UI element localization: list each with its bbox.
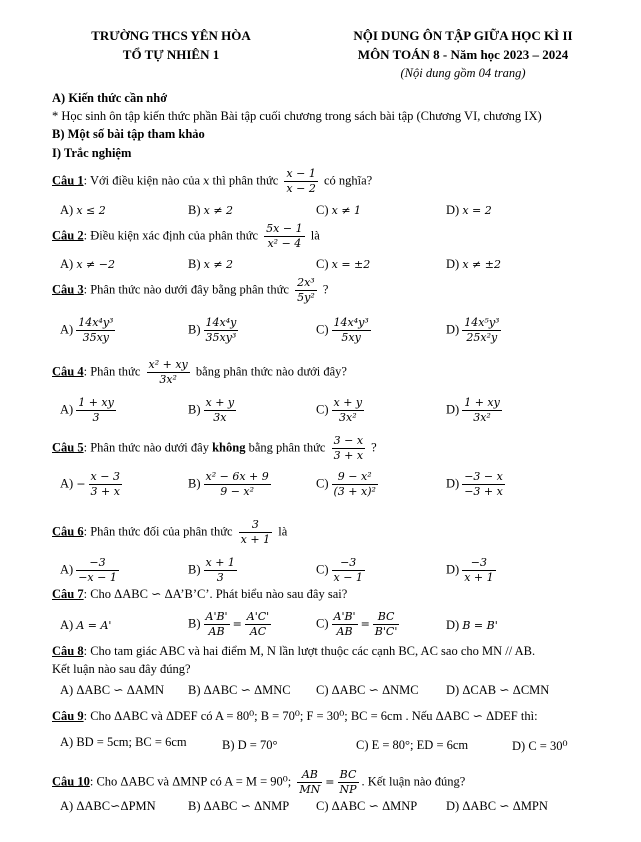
question-label: Câu 4: [52, 364, 84, 379]
q2-option-b[interactable]: B) x ≠ 2: [188, 257, 234, 271]
doc-subject: MÔN TOÁN 8 - Năm học 2023 – 2024: [357, 47, 569, 62]
q8-option-b[interactable]: B) ΔABC ∽ ΔMNC: [188, 683, 291, 697]
question-label: Câu 1: [52, 173, 84, 188]
q10-option-d[interactable]: D) ΔABC ∽ ΔMPN: [446, 799, 548, 813]
header-right: [318, 26, 608, 83]
fraction: $\frac{5x - 1}{\text{x² − 4}}$: [266, 222, 303, 250]
q8-option-c[interactable]: C) ΔABC ∽ ΔNMC: [316, 683, 419, 697]
q1-option-c[interactable]: C) x ≠ 1: [316, 203, 362, 217]
question-label: Câu 10: [52, 774, 90, 789]
fraction: $\frac{AB}{MN}$: [299, 768, 321, 796]
q5-option-d[interactable]: D) $\frac{-3 - x}{-3 + x}$: [446, 470, 503, 498]
q9-option-d[interactable]: D) C = 30⁰: [512, 739, 568, 753]
q10-option-b[interactable]: B) ΔABC ∽ ΔNMP: [188, 799, 290, 813]
q9-option-b[interactable]: B) D = 70°: [222, 738, 278, 752]
question-8: Câu 8: Cho tam giác ABC và hai điểm M, N lần lượt thuộc các cạnh BC, AC sao cho MN // AB.: [52, 644, 536, 658]
q5-option-a[interactable]: A) − $\frac{x - 3}{3 + x}$: [60, 470, 120, 498]
fraction: $\frac{BC}{NP}$: [339, 768, 357, 796]
doc-title: NỘI DUNG ÔN TẬP GIỮA HỌC KÌ II: [353, 28, 573, 43]
question-10: Câu 10: Cho ΔABC và ΔMNP có A = M = 90⁰; $\frac{AB}{MN}$ = $\frac{BC}{NP}$ . Kết luận nào đúng?: [52, 768, 466, 796]
question-2: Câu 2: Điều kiện xác định của phân thức $\frac{5x - 1}{\text{x² − 4}}$ là: [52, 222, 320, 250]
q9-option-c[interactable]: C) E = 80°; ED = 6cm: [356, 738, 469, 752]
fraction: $\frac{x - 1}{x - 2}$: [286, 167, 316, 195]
question-label: Câu 5: [52, 440, 84, 455]
q1-option-a[interactable]: A) x ≤ 2: [60, 203, 106, 217]
q5-option-c[interactable]: C) $\frac{\text{9 − x²}}{\text{(3 + x)²}}$: [316, 470, 376, 498]
q5-option-b[interactable]: B) $\frac{\text{x² − 6x + 9}}{\text{9 − x²}}$: [188, 470, 269, 498]
q7-option-a[interactable]: A) A = A': [60, 618, 112, 632]
question-label: Câu 8: [52, 644, 84, 658]
q7-option-d[interactable]: D) B = B': [446, 618, 498, 632]
q9-option-a[interactable]: A) BD = 5cm; BC = 6cm: [60, 735, 187, 749]
q6-option-a[interactable]: A) $\frac{-3}{-x - 1}$: [60, 556, 117, 584]
school-name: TRƯỜNG THCS YÊN HÒA: [91, 28, 251, 43]
q10-option-c[interactable]: C) ΔABC ∽ ΔMNP: [316, 799, 418, 813]
question-9: Câu 9: Cho ΔABC và ΔDEF có A = 80⁰; B = 70⁰; F = 30⁰; BC = 6cm . Nếu ΔABC ∽ ΔDEF thì:: [52, 709, 538, 723]
question-3: Câu 3: Phân thức nào dưới đây bằng phân thức $\frac{\text{2x³}}{\text{5y²}}$ ?: [52, 276, 329, 304]
fraction: $\frac{\text{2x³}}{\text{5y²}}$: [297, 276, 315, 304]
question-7: Câu 7: Cho ΔABC ∽ ΔA’B’C’. Phát biểu nào sau đây sai?: [52, 587, 348, 601]
question-8-continued: Kết luận nào sau đây đúng?: [52, 662, 191, 676]
q4-option-a[interactable]: A) $\frac{1 + xy}{3}$: [60, 396, 114, 424]
section-b-title: B) Một số bài tập tham khảo: [52, 127, 205, 141]
section-i-title: I) Trắc nghiệm: [52, 146, 132, 160]
q4-option-b[interactable]: B) $\frac{x + y}{3x}$: [188, 396, 235, 424]
fraction: $\frac{3}{x + 1}$: [240, 518, 271, 546]
q3-option-a[interactable]: A) $\frac{\text{14x⁴y³}}{35xy}$: [60, 316, 114, 344]
department-name: TỔ TỰ NHIÊN 1: [122, 47, 220, 62]
q6-option-d[interactable]: D) $\frac{-3}{x + 1}$: [446, 556, 494, 584]
section-a-text: * Học sinh ôn tập kiến thức phần Bài tập cuối chương trong sách bài tập (Chương VI, chương IX): [52, 109, 542, 123]
question-label: Câu 3: [52, 282, 84, 297]
q3-option-b[interactable]: B) $\frac{\text{14x⁴y}}{\text{35xy³}}$: [188, 316, 237, 344]
doc-note: (Nội dung gồm 04 trang): [400, 66, 526, 80]
q2-option-c[interactable]: C) x = ±2: [316, 257, 371, 271]
q1-option-b[interactable]: B) x ≠ 2: [188, 203, 234, 217]
question-6: Câu 6: Phân thức đối của phân thức $\frac{3}{x + 1}$ là: [52, 518, 288, 546]
q3-option-d[interactable]: D) $\frac{\text{14x⁵y³}}{\text{25x²y}}$: [446, 316, 500, 344]
question-label: Câu 9: [52, 709, 84, 723]
fraction: $\frac{3 - x}{3 + x}$: [333, 434, 364, 462]
q7-option-b[interactable]: B) $\frac{A'B'}{AB}$ = $\frac{A'C'}{AC}$: [188, 610, 270, 638]
question-label: Câu 2: [52, 228, 84, 243]
q8-option-a[interactable]: A) ΔABC ∽ ΔAMN: [60, 683, 164, 697]
question-5: Câu 5: Phân thức nào dưới đây không bằng phân thức $\frac{3 - x}{3 + x}$ ?: [52, 434, 377, 462]
question-label: Câu 7: [52, 587, 84, 601]
question-4: Câu 4: Phân thức $\frac{\text{x² + xy}}{\text{3x²}}$ bằng phân thức nào dưới đây?: [52, 358, 347, 386]
fraction: $\frac{\text{x² + xy}}{\text{3x²}}$: [148, 358, 188, 386]
q6-option-b[interactable]: B) $\frac{x + 1}{3}$: [188, 556, 235, 584]
q4-option-c[interactable]: C) $\frac{x + y}{\text{3x²}}$: [316, 396, 363, 424]
q4-option-d[interactable]: D) $\frac{1 + xy}{\text{3x²}}$: [446, 396, 500, 424]
q10-option-a[interactable]: A) ΔABC∽ΔPMN: [60, 799, 156, 813]
section-a-title: A) Kiến thức cần nhớ: [52, 91, 168, 105]
q7-option-c[interactable]: C) $\frac{A'B'}{AB}$ = $\frac{BC}{B'C'}$: [316, 610, 398, 638]
header-left: [66, 26, 276, 64]
q2-option-a[interactable]: A) x ≠ −2: [60, 257, 115, 271]
q3-option-c[interactable]: C) $\frac{\text{14x⁴y³}}{5xy}$: [316, 316, 369, 344]
q1-option-d[interactable]: D) x = 2: [446, 203, 492, 217]
q8-option-d[interactable]: D) ΔCAB ∽ ΔCMN: [446, 683, 550, 697]
q6-option-c[interactable]: C) $\frac{-3}{x - 1}$: [316, 556, 363, 584]
question-1: Câu 1: Với điều kiện nào của x thì phân thức $\frac{x - 1}{x - 2}$ có nghĩa?: [52, 167, 373, 195]
question-label: Câu 6: [52, 524, 84, 539]
q2-option-d[interactable]: D) x ≠ ±2: [446, 257, 501, 271]
